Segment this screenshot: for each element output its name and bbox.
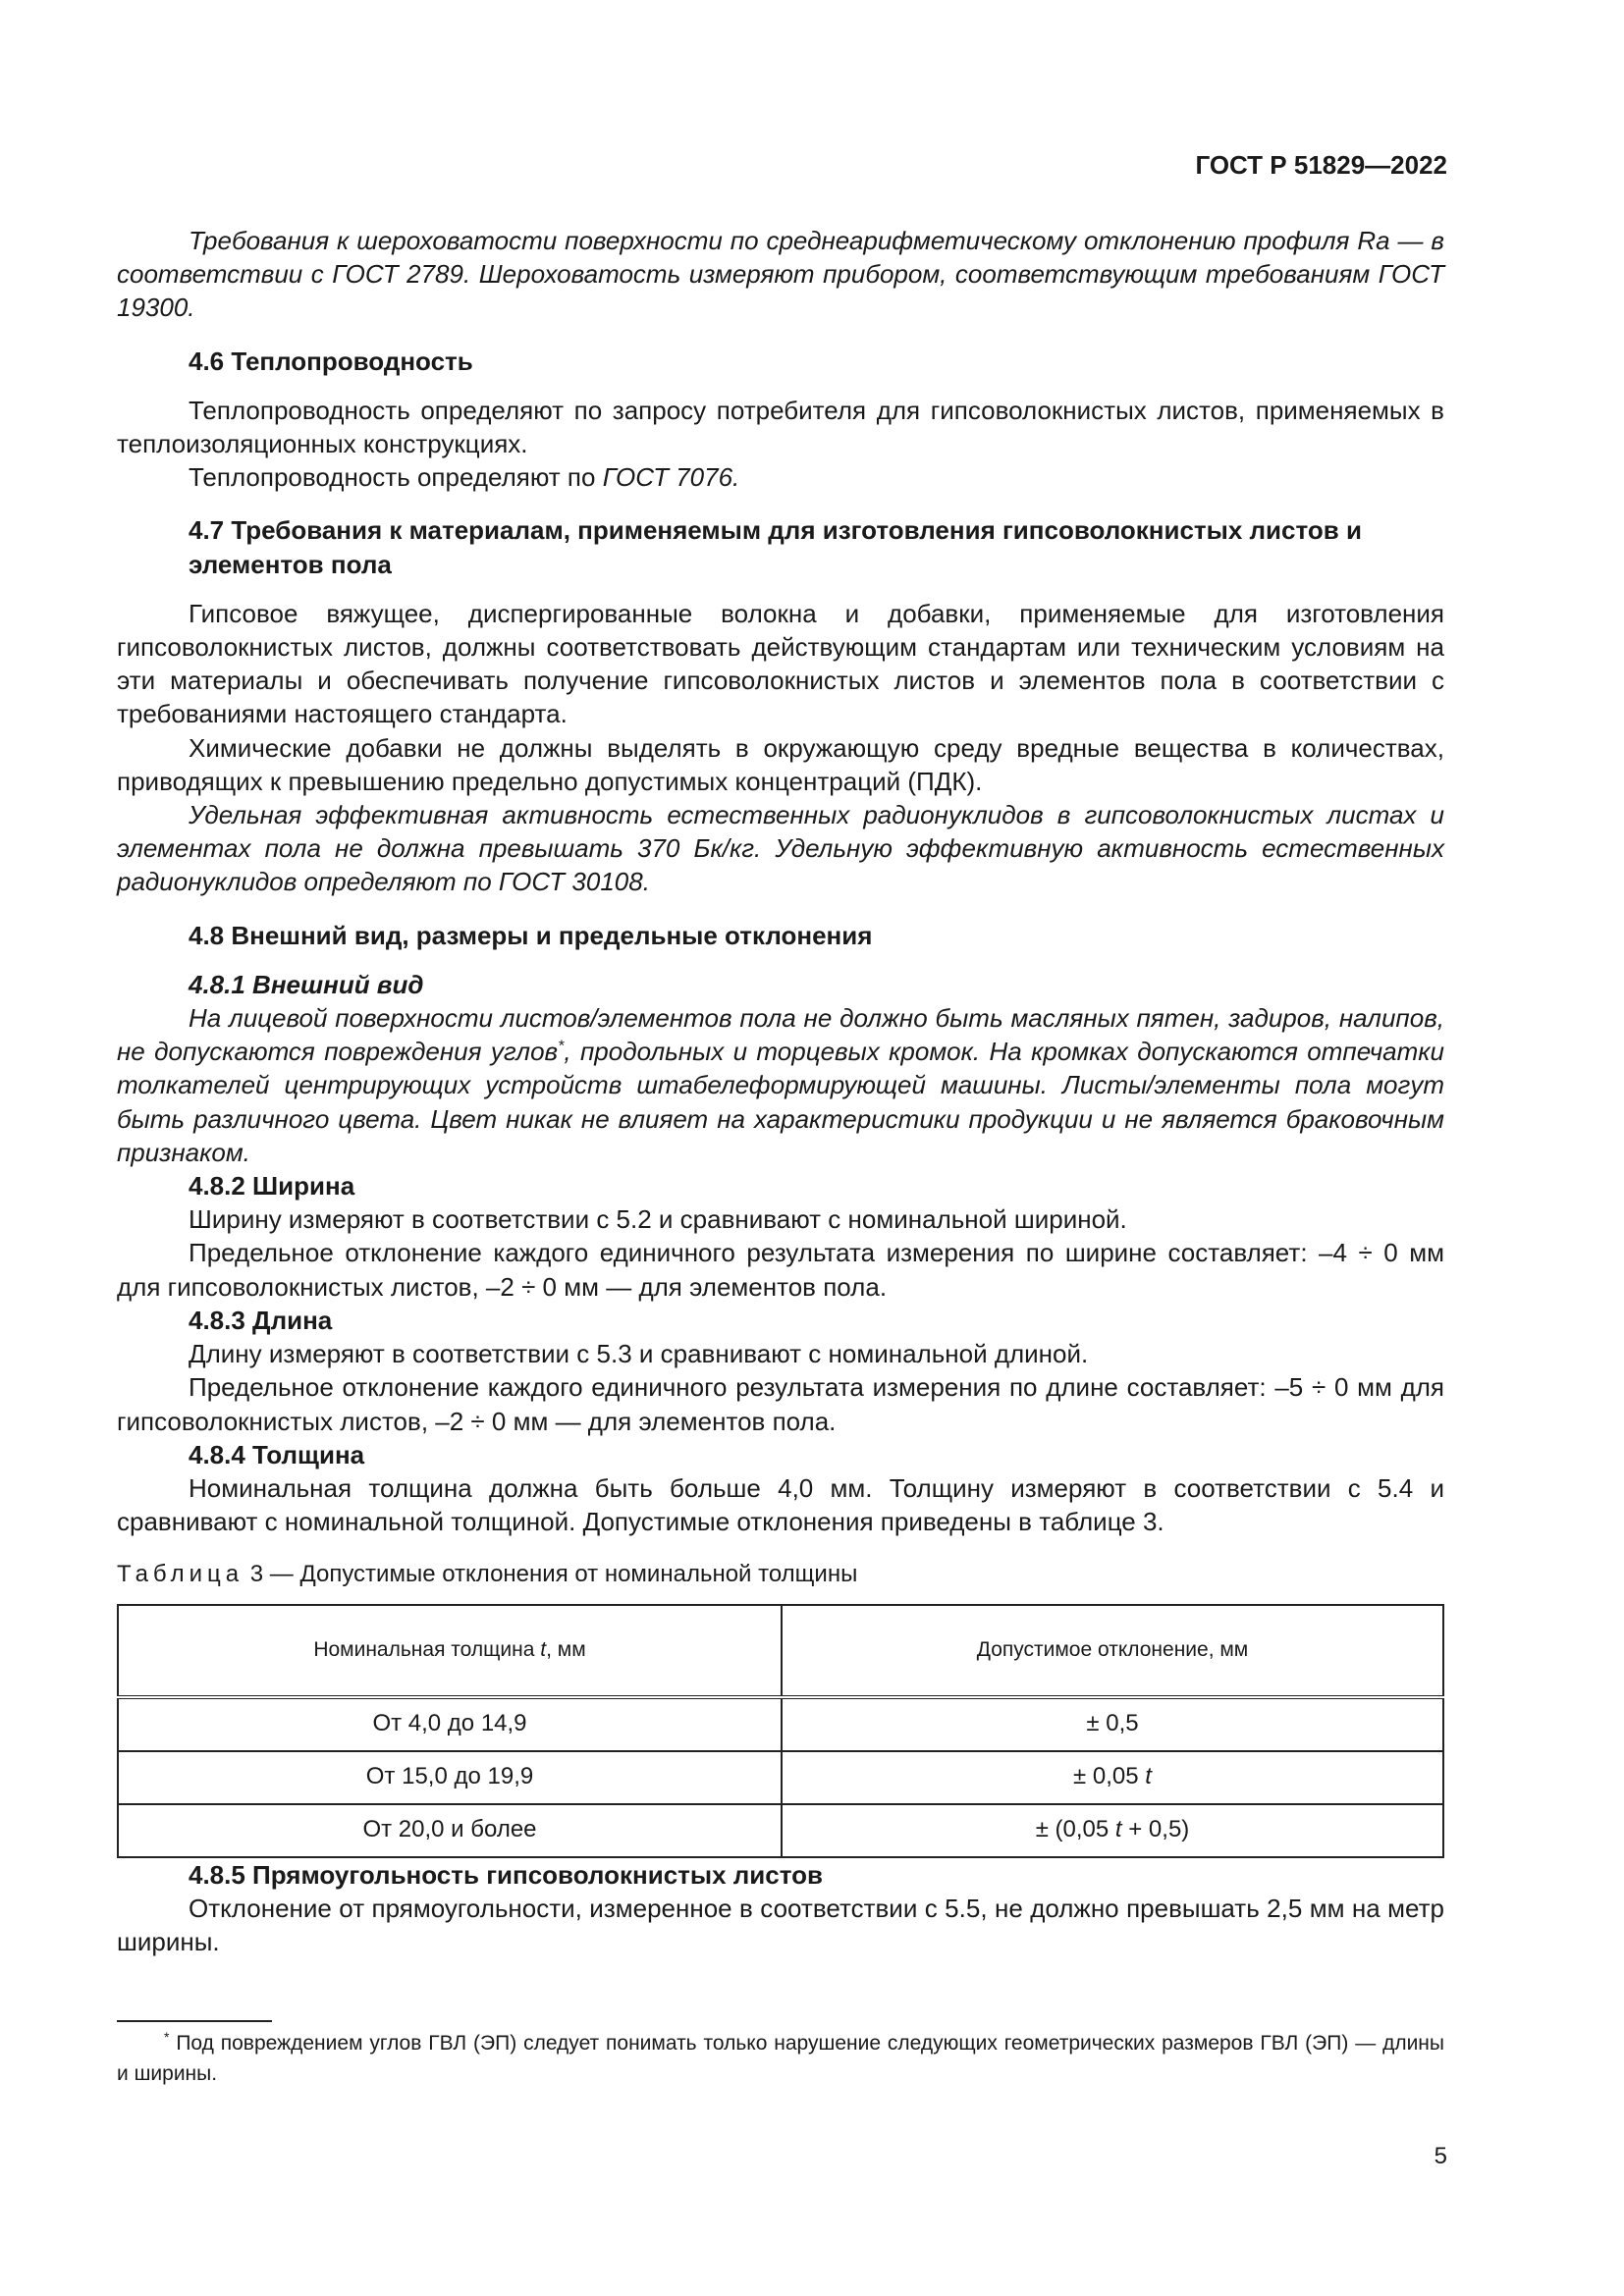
table-caption-label: Таблица	[117, 1561, 244, 1588]
paragraph-text: , продольных и торцевых кромок. На кромках допускаются отпечатки толкателей центрирующих устройств штабелеформирующей машины. Листы/элементы пола могут быть различного цвета. Цвет никак не влияет на характеристики продукции и не является браковочным признаком.	[117, 1037, 1444, 1167]
footnote-divider	[117, 2020, 272, 2022]
section-4-6-paragraph-1: Теплопроводность определяют по запросу потребителя для гипсоволокнистых листов, применяемых в теплоизоляционных конструкциях.	[117, 395, 1444, 459]
table-caption	[117, 1558, 1444, 1591]
tolerance-text: ± 0,5	[1086, 1710, 1139, 1737]
section-4-8-5-paragraph-1: Отклонение от прямоугольности, измеренное в соответствии с 5.5, не должно превышать 2,5 мм на метр ширины.	[117, 1893, 1444, 1956]
table-header-row	[118, 1605, 1443, 1697]
cell-thickness-range: От 4,0 до 14,9	[118, 1697, 782, 1751]
variable-t: t	[1145, 1763, 1152, 1790]
section-4-8-title: 4.8 Внешний вид, размеры и предельные отклонения	[189, 920, 873, 950]
gost-reference: ГОСТ 7076.	[602, 462, 740, 493]
section-4-8-2-title: 4.8.2 Ширина	[189, 1171, 355, 1201]
section-4-6-paragraph-2	[117, 460, 1444, 494]
cell-tolerance	[782, 1751, 1443, 1804]
footnote-text: Под повреждением углов ГВЛ (ЭП) следует понимать только нарушение следующих геометрических размеров ГВЛ (ЭП) — длины и ширины.	[117, 2032, 1444, 2085]
table-row	[118, 1697, 1443, 1751]
standard-code: ГОСТ Р 51829—2022	[1195, 150, 1447, 180]
column-header-tolerance: Допустимое отклонение, мм	[782, 1605, 1443, 1697]
variable-t: t	[1114, 1816, 1122, 1843]
cell-tolerance	[782, 1804, 1443, 1857]
footnote-marker: *	[164, 2029, 170, 2045]
section-4-7-paragraph-3: Удельная эффективная активность естественных радионуклидов в гипсоволокнистых листах и элементах пола не должна превышать 370 Бк/кг. Удельную эффективную активность естественных радионуклидов определяют по ГОСТ 30108.	[117, 800, 1444, 897]
header-text: Номинальная толщина	[313, 1637, 541, 1661]
table-row	[118, 1804, 1443, 1857]
section-4-8-3-title: 4.8.3 Длина	[189, 1305, 333, 1335]
variable-t: t	[540, 1637, 547, 1661]
table-caption-text: 3 — Допустимые отклонения от номинальной толщины	[244, 1561, 858, 1588]
section-4-8-1-paragraph	[117, 1001, 1444, 1169]
section-4-7-paragraph-2: Химические добавки не должны выделять в окружающую среду вредные вещества в количествах, приводящих к превышению предельно допустимых концентраций (ПДК).	[117, 732, 1444, 796]
section-4-8-4-title: 4.8.4 Толщина	[189, 1439, 365, 1469]
section-4-8-3-paragraph-2: Предельное отклонение каждого единичного результата измерения по длине составляет: –5 ÷ 0 мм для гипсоволокнистых листов, –2 ÷ 0 мм — для элементов пола.	[117, 1372, 1444, 1436]
thickness-tolerance-table	[117, 1604, 1444, 1858]
tolerance-text: + 0,5)	[1121, 1816, 1190, 1843]
intro-paragraph: Требования к шероховатости поверхности по среднеарифметическому отклонению профиля Ra — в соответствии с ГОСТ 2789. Шероховатость измеряют прибором, соответствующим требованиям ГОСТ 19300.	[117, 226, 1444, 323]
cell-thickness-range: От 15,0 до 19,9	[118, 1751, 782, 1804]
section-4-8-2-paragraph-1: Ширину измеряют в соответствии с 5.2 и сравнивают с номинальной шириной.	[189, 1204, 1127, 1235]
tolerance-text: ± 0,05	[1073, 1763, 1146, 1790]
section-4-8-2-paragraph-2: Предельное отклонение каждого единичного результата измерения по ширине составляет: –4 ÷ 0 мм для гипсоволокнистых листов, –2 ÷ 0 мм — для элементов пола.	[117, 1238, 1444, 1302]
page-number: 5	[1434, 2143, 1447, 2169]
footnote-marker: *	[558, 1038, 565, 1055]
page-content	[117, 224, 1444, 1958]
cell-tolerance	[782, 1697, 1443, 1751]
paragraph-text: На лицевой поверхности листов/элементов пола не должно быть масляных пятен, задиров, налипов, не допускаются повреждения углов	[117, 1003, 1444, 1067]
paragraph-text: Теплопроводность определяют по	[189, 462, 603, 493]
section-4-7-title: 4.7 Требования к материалам, применяемым для изготовления гипсоволокнистых листов и элементов пола	[189, 515, 1362, 579]
section-4-7-paragraph-1: Гипсовое вяжущее, диспергированные волокна и добавки, применяемые для изготовления гипсоволокнистых листов, должны соответствовать действующим стандартам или техническим условиям на эти материалы и обеспечивать получение гипсоволокнистых листов и элементов пола в соответствии с требованиями настоящего стандарта.	[117, 598, 1444, 729]
column-header-nominal-thickness	[118, 1605, 782, 1697]
footnote	[117, 2028, 1444, 2089]
table-row	[118, 1751, 1443, 1804]
section-4-8-5-title: 4.8.5 Прямоугольность гипсоволокнистых листов	[189, 1859, 823, 1890]
section-4-6-title: 4.6 Теплопроводность	[189, 346, 473, 376]
section-4-8-4-paragraph-1: Номинальная толщина должна быть больше 4,0 мм. Толщину измеряют в соответствии с 5.4 и сравнивают с номинальной толщиной. Допустимые отклонения приведены в таблице 3.	[117, 1472, 1444, 1537]
cell-thickness-range: От 20,0 и более	[118, 1804, 782, 1857]
section-4-8-3-paragraph-1: Длину измеряют в соответствии с 5.3 и сравнивают с номинальной длиной.	[189, 1339, 1089, 1369]
header-unit: , мм	[546, 1637, 586, 1661]
section-4-8-1-title: 4.8.1 Внешний вид	[189, 969, 424, 999]
tolerance-text: ± (0,05	[1035, 1816, 1115, 1843]
